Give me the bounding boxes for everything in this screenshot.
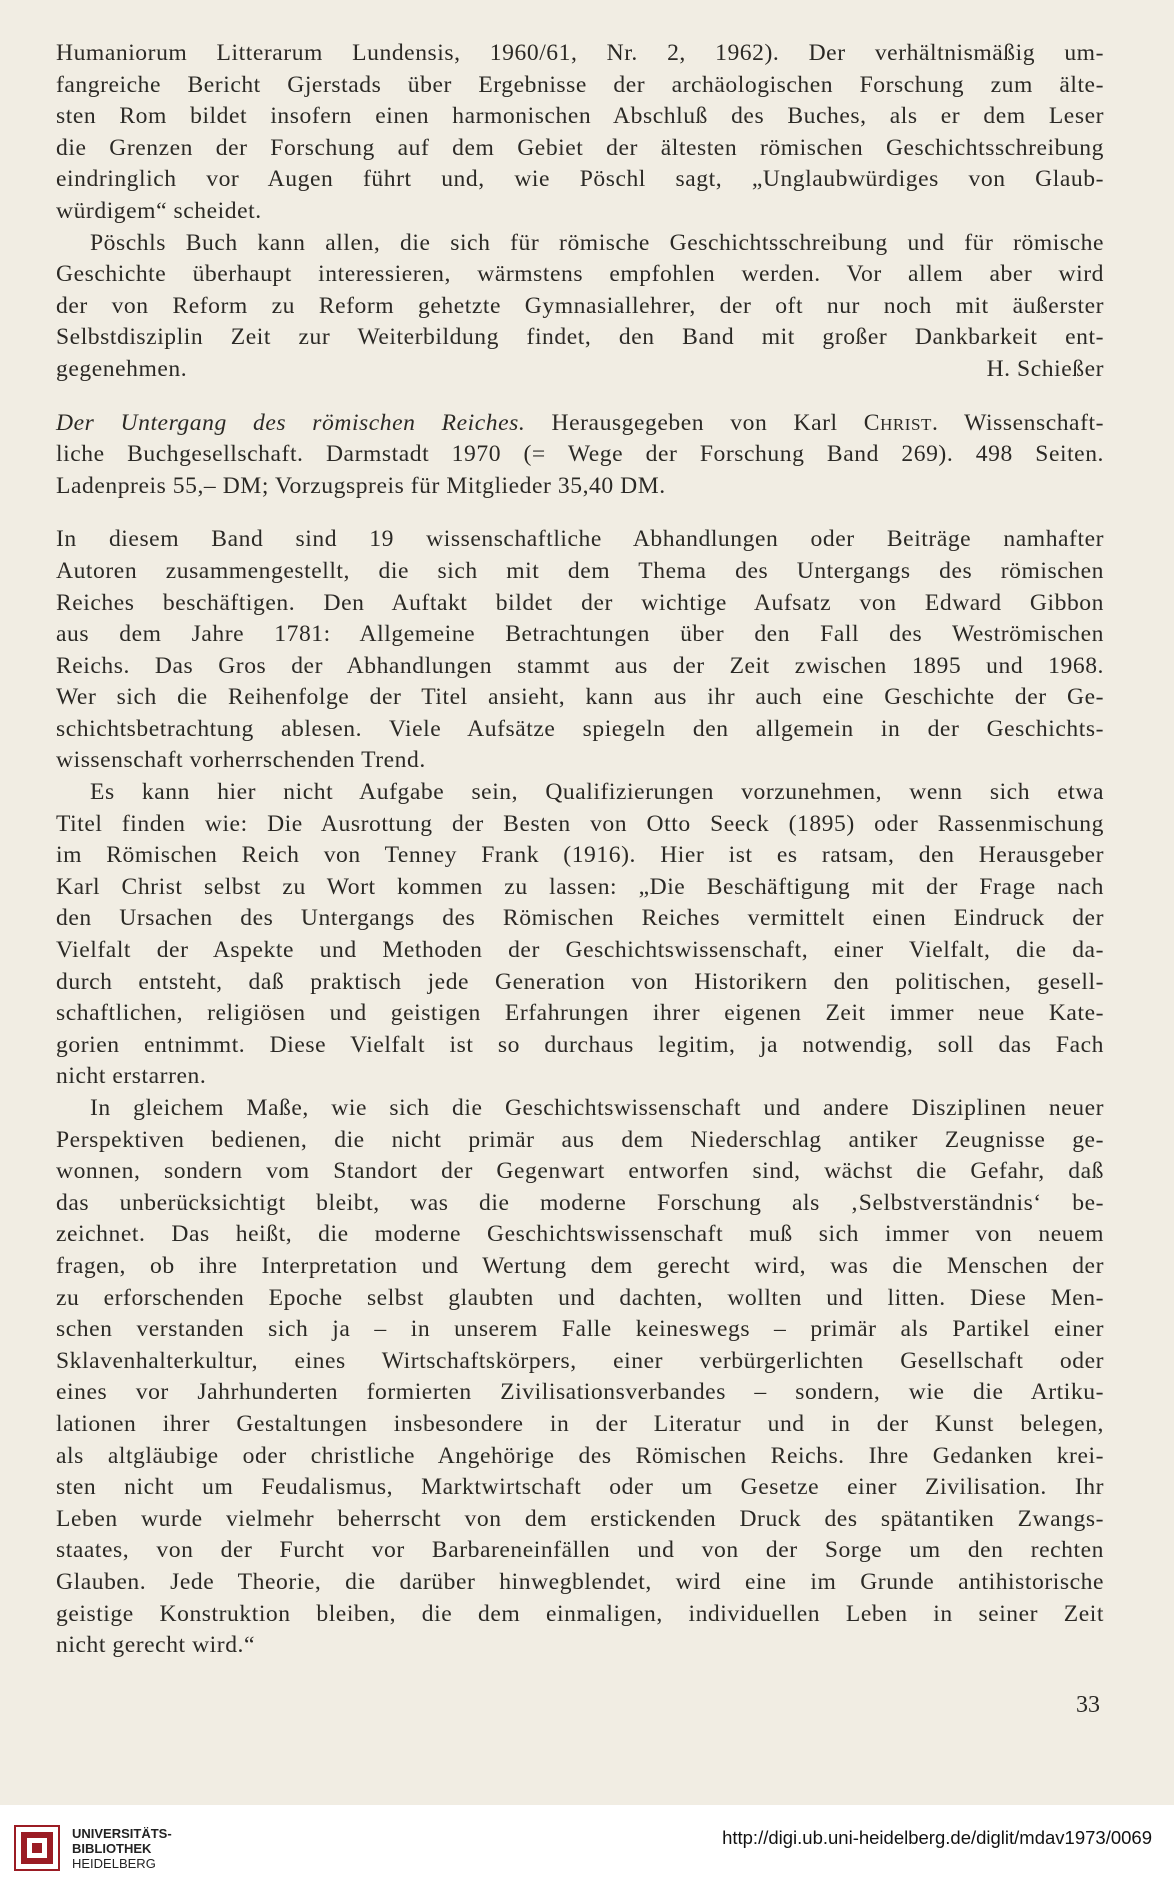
text-line: Vielfalt der Aspekte und Methoden der Geschichtswissenschaft, einer Vielfalt, die da-: [56, 937, 1104, 964]
digitization-footer: [0, 1805, 1174, 1895]
paragraph-recommendation: [56, 228, 1104, 386]
text-line: Titel finden wie: Die Ausrottung der Besten von Otto Seeck (1895) oder Rassenmischung: [56, 810, 1104, 837]
library-logo[interactable]: [14, 1825, 172, 1871]
text-line: nicht erstarren.: [56, 1063, 207, 1090]
text-line: den Ursachen des Untergangs des Römischen Reiches vermittelt einen Eindruck der: [56, 905, 1104, 932]
text-line: als altgläubige oder christliche Angehörige des Römischen Reichs. Ihre Gedanken krei-: [56, 1442, 1104, 1469]
text-line: Reichs. Das Gros der Abhandlungen stammt aus der Zeit zwischen 1895 und 1968.: [56, 652, 1104, 679]
text-line: Perspektiven bedienen, die nicht primär aus dem Niederschlag antiker Zeugnisse ge-: [56, 1126, 1104, 1153]
text-line: schichtsbetrachtung ablesen. Viele Aufsätze spiegeln den allgemein in der Geschichts-: [56, 715, 1104, 742]
text-line: im Römischen Reich von Tenney Frank (1916). Hier ist es ratsam, den Herausgeber: [56, 842, 1104, 869]
text-line: zu erforschenden Epoche selbst glaubten und dachten, wollten und litten. Diese Men-: [56, 1284, 1104, 1311]
paragraph-overview: [56, 524, 1104, 777]
library-name: [72, 1826, 172, 1871]
text-line: gegenehmen.: [56, 355, 188, 382]
text-line: das unberücksichtigt bleibt, was die moderne Forschung als ‚Selbstverständnis‘ be-: [56, 1189, 1104, 1216]
text-line: Karl Christ selbst zu Wort kommen zu lassen: „Die Beschäftigung mit der Frage nach: [56, 873, 1104, 900]
text-line: geistige Konstruktion bleiben, die dem einmaligen, individuellen Leben in seiner Zeit: [56, 1600, 1104, 1627]
text-line: fragen, ob ihre Interpretation und Wertung dem gerecht wird, was die Menschen der: [56, 1252, 1104, 1279]
library-emblem-icon: [14, 1825, 60, 1871]
text-line: Autoren zusammengestellt, die sich mit dem Thema des Untergangs des römischen: [56, 557, 1104, 584]
page-number: 33: [1076, 1692, 1100, 1718]
text-line: Es kann hier nicht Aufgabe sein, Qualifizierungen vorzunehmen, wenn sich etwa: [90, 779, 1104, 806]
library-name-line: UNIVERSITÄTS-: [72, 1825, 172, 1841]
text-line: wissenschaft vorherrschenden Trend.: [56, 747, 426, 774]
text-line: Glauben. Jede Theorie, die darüber hinwegblendet, wird eine im Grunde antihistorische: [56, 1568, 1104, 1595]
book-title: Der Untergang des römischen Reiches.: [56, 409, 526, 436]
text-line: schaftlichen, religiösen und geistigen Erfahrungen ihrer eigenen Zeit immer neue Kate-: [56, 1000, 1104, 1027]
page-text: [56, 38, 1104, 1662]
text-line: sten Rom bildet insofern einen harmonischen Abschluß des Buches, als er dem Leser: [56, 103, 1104, 130]
text-line: Pöschls Buch kann allen, die sich für römische Geschichtsschreibung und für römische: [90, 229, 1104, 256]
text-line: Wer sich die Reihenfolge der Titel ansieht, kann aus ihr auch eine Geschichte der Ge-: [56, 684, 1104, 711]
review-header-line-2: liche Buchgesellschaft. Darmstadt 1970 (= Wege der Forschung Band 269). 498 Seiten.: [56, 441, 1104, 468]
text-line: nicht gerecht wird.“: [56, 1632, 256, 1659]
text-line: durch entsteht, daß praktisch jede Generation von Historikern den politischen, gesell-: [56, 968, 1104, 995]
review-header: [56, 408, 1104, 503]
reviewer-signature: H. Schießer: [986, 355, 1104, 382]
signature-line: [56, 354, 1104, 386]
paragraph-continuation: [56, 38, 1104, 228]
text-line: eindringlich vor Augen führt und, wie Pöschl sagt, „Unglaubwürdiges von Glaub-: [56, 166, 1104, 193]
header-text: . Wissenschaft-: [931, 409, 1105, 436]
text-line: wonnen, sondern vom Standort der Gegenwart entworfen sind, wächst die Gefahr, daß: [56, 1158, 1104, 1185]
text-line: In gleichem Maße, wie sich die Geschichtswissenschaft und andere Disziplinen neuer: [90, 1095, 1104, 1121]
text-line: lationen ihrer Gestaltungen insbesondere in der Literatur und in der Kunst belegen,: [56, 1410, 1104, 1437]
editor-name: Christ: [863, 409, 932, 436]
text-line: In diesem Band sind 19 wissenschaftliche Abhandlungen oder Beiträge namhafter: [56, 526, 1104, 553]
review-header-line-1: [56, 408, 1104, 440]
paragraph-editor-quote: [56, 777, 1104, 1093]
text-line: sten nicht um Feudalismus, Marktwirtschaft oder um Gesetze einer Zivilisation. Ihr: [56, 1474, 1104, 1501]
text-line: staates, von der Furcht vor Barbareneinfällen und von der Sorge um den rechten: [56, 1537, 1104, 1564]
text-line: schen verstanden sich ja – in unserem Falle keineswegs – primär als Partikel einer: [56, 1316, 1104, 1343]
text-line: zeichnet. Das heißt, die moderne Geschichtswissenschaft muß sich immer von neuem: [56, 1221, 1104, 1248]
text-line: würdigem“ scheidet.: [56, 197, 262, 224]
header-text: Herausgegeben von Karl: [525, 409, 864, 436]
text-line: Leben wurde vielmehr beherrscht von dem erstickenden Druck des spätantiken Zwangs-: [56, 1505, 1104, 1532]
text-line: eines vor Jahrhunderten formierten Zivilisationsverbandes – sondern, wie die Artiku-: [56, 1379, 1104, 1406]
review-header-line-3: Ladenpreis 55,– DM; Vorzugspreis für Mitglieder 35,40 DM.: [56, 472, 666, 499]
text-line: Selbstdisziplin Zeit zur Weiterbildung findet, den Band mit großer Dankbarkeit ent-: [56, 324, 1104, 351]
text-line: die Grenzen der Forschung auf dem Gebiet der ältesten römischen Geschichtsschreibung: [56, 134, 1104, 161]
library-name-line: BIBLIOTHEK: [72, 1840, 152, 1856]
text-line: Reiches beschäftigen. Den Auftakt bildet der wichtige Aufsatz von Edward Gibbon: [56, 589, 1104, 616]
source-url-link[interactable]: http://digi.ub.uni-heidelberg.de/diglit/mdav1973/0069: [722, 1827, 1152, 1848]
text-line: Geschichte überhaupt interessieren, wärmstens empfohlen werden. Vor allem aber wird: [56, 261, 1104, 288]
text-line: fangreiche Bericht Gjerstads über Ergebnisse der archäologischen Forschung zum älte-: [56, 71, 1104, 98]
text-line: Humaniorum Litterarum Lundensis, 1960/61, Nr. 2, 1962). Der verhältnismäßig um-: [56, 40, 1104, 66]
paragraph-quote-continued: [56, 1093, 1104, 1662]
library-name-line: HEIDELBERG: [72, 1855, 156, 1871]
text-line: Sklavenhalterkultur, eines Wirtschaftskörpers, einer verbürgerlichten Gesellschaft oder: [56, 1347, 1104, 1374]
text-line: der von Reform zu Reform gehetzte Gymnasiallehrer, der oft nur noch mit äußerster: [56, 292, 1104, 319]
text-line: gorien entnimmt. Diese Vielfalt ist so durchaus legitim, ja notwendig, soll das Fach: [56, 1031, 1104, 1058]
text-line: aus dem Jahre 1781: Allgemeine Betrachtungen über den Fall des Weströmischen: [56, 621, 1104, 648]
